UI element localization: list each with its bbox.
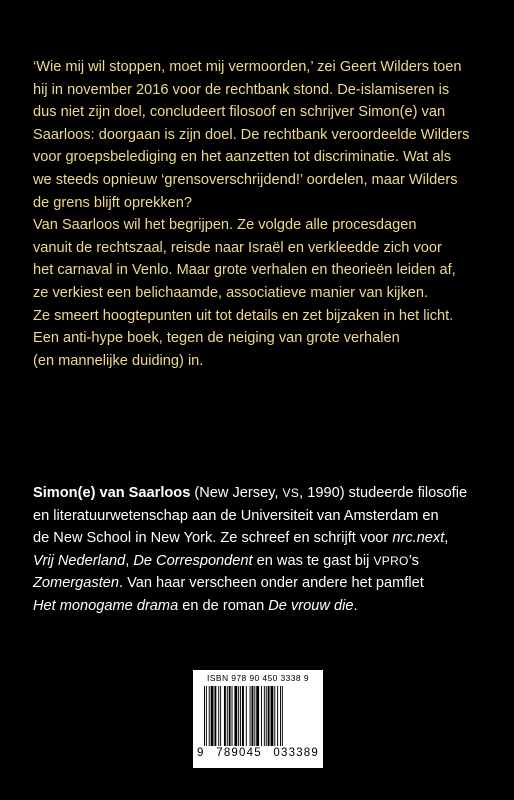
barcode-digit-group: 033389	[273, 747, 319, 759]
barcode-bar	[220, 686, 221, 746]
bio-text: en de roman	[178, 597, 269, 614]
bio-text: ,	[444, 530, 449, 547]
barcode-bar	[252, 686, 254, 746]
barcode-bar	[264, 686, 265, 746]
blurb-line: het carnaval in Venlo. Maar grote verhalen en theorieën leiden af,	[33, 262, 456, 279]
publication-title: De Correspondent	[133, 552, 253, 569]
barcode-bar	[238, 686, 239, 746]
barcode-digit-group: 9	[197, 747, 205, 759]
blurb-line: ze verkiest een belichaamde, associatieve manier van kijken.	[33, 284, 429, 301]
blurb-line: Ze smeert hoogtepunten uit tot details en zet bijzaken in het licht.	[33, 307, 454, 324]
blurb-line: (en mannelijke duiding) in.	[33, 352, 204, 369]
barcode-bar	[261, 686, 262, 746]
bio-text: ,	[125, 552, 134, 569]
blurb-line: Saarloos: doorgaan is zijn doel. De rechtbank veroordeelde Wilders	[33, 126, 470, 143]
barcode-digits	[197, 747, 319, 759]
bio-text: de New School in New York. Ze schreef en schrijft voor	[33, 530, 393, 547]
bio-country: VS	[282, 486, 300, 500]
barcode-bar	[254, 686, 255, 746]
blurb-line: hij in november 2016 voor de rechtbank stond. De-islamiseren is	[33, 81, 450, 98]
barcode-bar	[209, 686, 210, 746]
blurb-line: de grens blijft oprekken?	[33, 194, 193, 211]
barcode-bar	[280, 686, 281, 746]
blurb-line: Van Saarloos wil het begrijpen. Ze volgde alle procesdagen	[33, 217, 417, 234]
publication-title: Vrij Nederland	[33, 552, 126, 569]
blurb-paragraph-1	[33, 56, 493, 214]
blurb-line: voor groepsbelediging en het aanzetten tot discriminatie. Wat als	[33, 149, 452, 166]
barcode-bar	[274, 686, 275, 746]
barcode-bar	[211, 686, 214, 746]
barcode-bar	[242, 686, 244, 746]
publication-title: nrc.next	[392, 530, 445, 547]
barcode-bar	[229, 686, 231, 746]
blurb-line: Een anti-hype boek, tegen de neiging van grote verhalen	[33, 330, 400, 347]
bio-text: (New Jersey,	[190, 485, 283, 501]
barcode-bar	[218, 686, 219, 746]
barcode-bar	[256, 686, 259, 746]
blurb-line: ‘Wie mij wil stoppen, moet mij vermoorden,’ zei Geert Wilders toen	[33, 59, 462, 75]
bio-text: en literatuurwetenschap aan de Universiteit van Amsterdam en	[33, 507, 439, 524]
bio-text: .	[353, 597, 358, 614]
barcode-bars	[204, 686, 316, 746]
blurb-line: dus niet zijn doel, concludeert filosoof en schrijver Simon(e) van	[33, 104, 446, 121]
barcode-bar	[206, 686, 207, 746]
blurb-line: we steeds opnieuw ‘grensoverschrijdend!’ oordelen, maar Wilders	[33, 171, 458, 188]
author-bio	[33, 482, 493, 618]
bio-text: en was te gast bij	[252, 552, 374, 569]
barcode-bar	[271, 686, 274, 746]
book-title: De vrouw die	[268, 597, 354, 614]
barcode-bar	[282, 686, 283, 746]
back-cover-blurb	[33, 56, 493, 372]
barcode-bar	[240, 686, 241, 746]
barcode-bar	[232, 686, 233, 746]
barcode-bar	[246, 686, 247, 746]
barcode-bar	[227, 686, 228, 746]
barcode-bar	[224, 686, 226, 746]
barcode-bar	[277, 686, 278, 746]
barcode-bar	[250, 686, 251, 746]
barcode-bar	[234, 686, 237, 746]
bio-text: ’s	[408, 552, 419, 569]
barcode-bar	[214, 686, 216, 746]
bio-text: . Van haar verscheen onder andere het pamflet	[118, 575, 424, 592]
barcode-bar	[204, 686, 205, 746]
bio-text: , 1990) studeerde filosofie	[299, 485, 468, 501]
author-name: Simon(e) van Saarloos	[33, 485, 191, 501]
tv-show-title: Zomergasten	[33, 575, 119, 592]
barcode-bar	[266, 686, 267, 746]
author-bio-text	[33, 482, 493, 618]
isbn-barcode	[193, 670, 323, 768]
isbn-label: ISBN 978 90 450 3338 9	[207, 673, 309, 683]
barcode-digit-group: 789045	[216, 747, 262, 759]
blurb-paragraph-2	[33, 214, 493, 372]
blurb-line: vanuit de rechtszaal, reisde naar Israël en verkleedde zich voor	[33, 239, 442, 256]
book-title: Het monogame drama	[33, 597, 179, 614]
broadcaster-name: VPRO	[373, 553, 409, 568]
barcode-bar	[268, 686, 270, 746]
